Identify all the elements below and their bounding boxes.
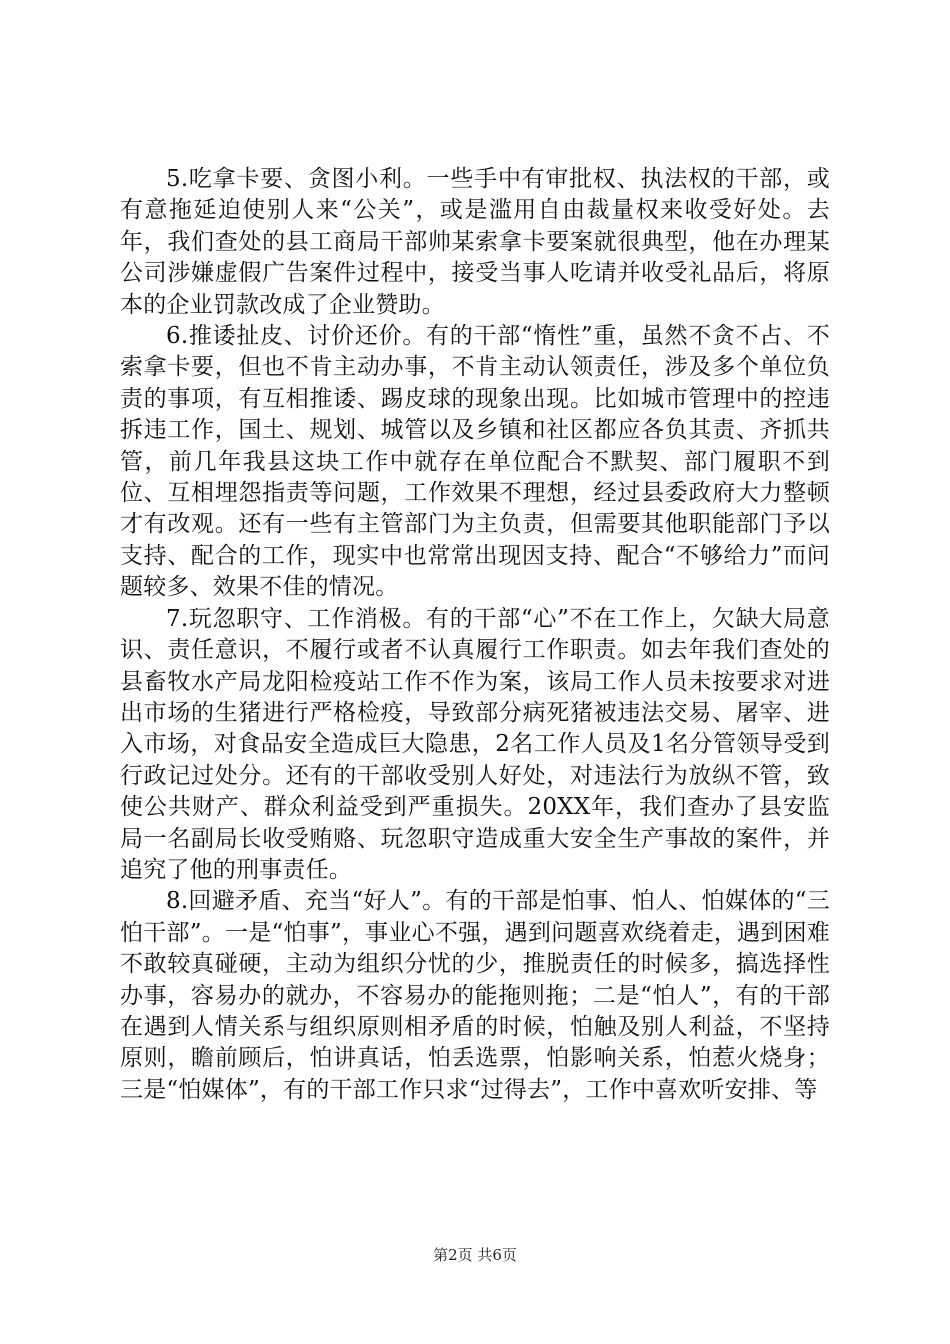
paragraph-8: 8.回避矛盾、充当“好人”。有的干部是怕事、怕人、怕媒体的“三怕干部”。一是“怕事”，事业心不强，遇到问题喜欢绕着走，遇到困难不敢较真碰硬，主动为组织分忧的少，推脱责任的时候多，搞选择性办事，容易办的就办，不容易办的能拖则拖；二是“怕人”，有的干部在遇到人情关系与组织原则相矛盾的时候，怕触及别人利益，不坚持原则，瞻前顾后，怕讲真话，怕丢选票，怕影响关系，怕惹火烧身；三是“怕媒体”，有的干部工作只求“过得去”，工作中喜欢听安排、等 [120,888,830,1103]
paragraph-7: 7.玩忽职守、工作消极。有的干部“心”不在工作上，欠缺大局意识、责任意识，不履行或者不认真履行工作职责。如去年我们查处的县畜牧水产局龙阳检疫站工作不作为案，该局工作人员未按要求对进出市场的生猪进行严格检疫，导致部分病死猪被违法交易、屠宰、进入市场，对食品安全造成巨大隐患，2名工作人员及1名分管领导受到行政记过处分。还有的干部收受别人好处，对违法行为放纵不管，致使公共财产、群众利益受到严重损失。20XX年，我们查办了县安监局一名副局长收受贿赂、玩忽职守造成重大安全生产事故的案件，并追究了他的刑事责任。 [120,605,830,883]
page-number-footer: 第2页 共6页 [433,1246,517,1264]
paragraph-5: 5.吃拿卡要、贪图小利。一些手中有审批权、执法权的干部，或有意拖延迫使别人来“公关”，或是滥用自由裁量权来收受好处。去年，我们查处的县工商局干部帅某索拿卡要案就很典型，他在办理某公司涉嫌虚假广告案件过程中，接受当事人吃请并收受礼品后，将原本的企业罚款改成了企业赞助。 [120,166,830,318]
paragraph-6: 6.推诿扯皮、讨价还价。有的干部“惰性”重，虽然不贪不占、不索拿卡要，但也不肯主动办事，不肯主动认领责任，涉及多个单位负责的事项，有互相推诿、踢皮球的现象出现。比如城市管理中的控违拆违工作，国土、规划、城管以及乡镇和社区都应各负其责、齐抓共管，前几年我县这块工作中就存在单位配合不默契、部门履职不到位、互相埋怨指责等问题，工作效果不理想，经过县委政府大力整顿才有改观。还有一些有主管部门为主负责，但需要其他职能部门予以支持、配合的工作，现实中也常常出现因支持、配合“不够给力”而问题较多、效果不佳的情况。 [120,323,830,601]
body-text [120,164,830,1106]
